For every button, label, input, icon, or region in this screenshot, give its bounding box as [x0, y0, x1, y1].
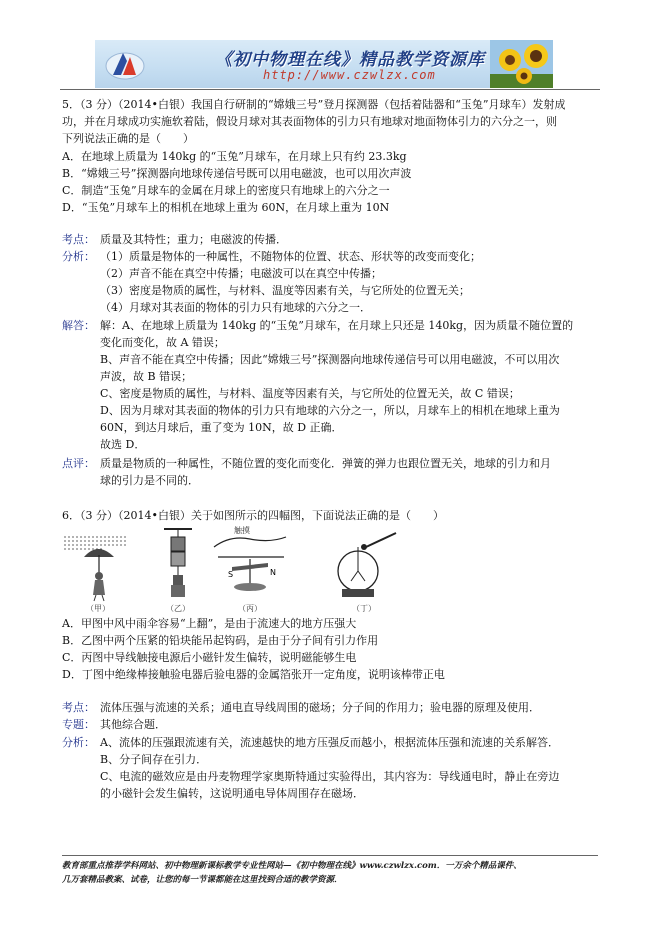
q5-jieda-2: 变化而变化，故 A 错误； [100, 336, 225, 349]
q6-stem: 6．（3 分）（2014•白银）关于如图所示的四幅图，下面说法正确的是（ ） [62, 509, 444, 522]
electroscope-figure [330, 527, 400, 603]
q5-stem-line-2: 功，并在月球成功实施软着陆，假设月球对其表面物体的引力只有地球对地面物体引力的六分之一，则 [62, 115, 557, 128]
q5-fenxi-label: 分析： [62, 250, 95, 263]
footer-line-1: 教育部重点推荐学科网站、初中物理新课标教学专业性网站—《初中物理在线》www.czwlzx.com．一万余个精品课件、 [62, 861, 522, 871]
figure-label-jia: （甲） [86, 604, 110, 613]
q5-fenxi-2: （2）声音不能在真空中传播；电磁波可以在真空中传播； [100, 267, 382, 280]
q5-dianping-1: 质量是物质的一种属性，不随位置的变化而变化．弹簧的弹力也跟位置无关，地球的引力和月 [100, 457, 551, 470]
q5-jieda-3: B、声音不能在真空中传播；因此“嫦娥三号”探测器向地球传递信号可以用电磁波，不可以用次 [100, 353, 560, 366]
q5-dianping-2: 球的引力是不同的． [100, 474, 199, 487]
q5-jieda-1: 解：A、在地球上质量为 140kg 的“玉兔”月球车，在月球上只还是 140kg，因为质量不随位置的 [100, 319, 574, 332]
q6-fenxi-3: C、电流的磁效应是由丹麦物理学家奥斯特通过实验得出，其内容为：导线通电时，静止在旁边 [100, 770, 560, 783]
q6-fenxi-2: B、分子间存在引力． [100, 753, 208, 766]
q5-jieda-4: 声波，故 B 错误； [100, 370, 193, 383]
figure-label-yi: （乙） [166, 604, 190, 613]
q5-kaodian: 质量及其特性；重力；电磁波的传播． [100, 233, 287, 246]
figure-top-label: 触摸 [234, 526, 250, 535]
q6-fenxi-4: 的小磁针会发生偏转，这说明通电导体周围存在磁场． [100, 787, 364, 800]
q5-fenxi-1: （1）质量是物体的一种属性，不随物体的位置、状态、形状等的改变而变化； [100, 250, 481, 263]
q5-stem-line-1: 5．（3 分）（2014•白银）我国自行研制的“嫦娥三号”登月探测器（包括着陆器和“玉兔”月球车）发射成 [62, 98, 566, 111]
compass-s-label: S [228, 570, 234, 579]
figure-label-bing: （丙） [238, 604, 262, 613]
q5-fenxi-4: （4）月球对其表面的物体的引力只有地球的六分之一． [100, 301, 371, 314]
q6-kaodian-label: 考点： [62, 701, 95, 714]
q5-jieda-8: 故选 D． [100, 438, 146, 451]
sunflower-icon [490, 40, 553, 88]
q5-jieda-5: C、密度是物质的属性，与材料、温度等因素有关，与它所处的位置无关，故 C 错误； [100, 387, 520, 400]
q5-jieda-label: 解答： [62, 319, 95, 332]
figure-label-ding: （丁） [352, 604, 376, 613]
q5-option-c: C．制造“玉兔”月球车的金属在月球上的密度只有地球上的六分之一 [62, 184, 390, 197]
q5-dianping-label: 点评： [62, 457, 95, 470]
banner-title: 《初中物理在线》精品教学资源库 [215, 50, 485, 70]
header-divider [60, 89, 600, 90]
site-logo-icon [103, 45, 147, 83]
q5-jieda-6: D、因为月球对其表面的物体的引力只有地球的六分之一，所以，月球车上的相机在地球上重为 [100, 404, 560, 417]
q6-zhuanti-label: 专题： [62, 718, 95, 731]
q5-option-a: A．在地球上质量为 140kg 的“玉兔”月球车，在月球上只有约 23.3kg [62, 150, 407, 163]
q6-zhuanti: 其他综合题． [100, 718, 166, 731]
header-banner [95, 40, 553, 88]
footer-line-2: 几万套精品教案、试卷，让您的每一节课都能在这里找到合适的教学资源． [62, 875, 343, 885]
q6-option-b: B．乙图中两个压紧的铅块能吊起钩码，是由于分子间有引力作用 [62, 634, 379, 647]
q6-option-d: D．丁图中绝缘棒接触验电器后验电器的金属箔张开一定角度，说明该棒带正电 [62, 668, 445, 681]
q5-kaodian-label: 考点： [62, 233, 95, 246]
q6-fenxi-1: A、流体的压强跟流速有关，流速越快的地方压强反而越小，根据流体压强和流速的关系解答． [100, 736, 559, 749]
wire-compass-figure [210, 527, 290, 603]
q5-jieda-7: 60N，到达月球后，重了变为 10N，故 D 正确． [100, 421, 343, 434]
banner-url: http://www.czwlzx.com [263, 68, 436, 82]
q6-fenxi-label: 分析： [62, 736, 95, 749]
footer-divider [62, 855, 598, 856]
q5-option-b: B．“嫦娥三号”探测器向地球传递信号既可以用电磁波，也可以用次声波 [62, 167, 412, 180]
q5-stem-line-3: 下列说法正确的是（ ） [62, 132, 194, 145]
umbrella-wind-figure [62, 529, 132, 603]
q6-option-c: C．丙图中导线触接电源后小磁针发生偏转，说明磁能够生电 [62, 651, 357, 664]
q5-fenxi-3: （3）密度是物质的属性，与材料、温度等因素有关，与它所处的位置无关； [100, 284, 470, 297]
lead-blocks-figure [158, 527, 198, 603]
q5-option-d: D．“玉兔”月球车上的相机在地球上重为 60N，在月球上重为 10N [62, 201, 390, 214]
q6-figures [62, 527, 402, 613]
q6-kaodian: 流体压强与流速的关系；通电直导线周围的磁场；分子间的作用力；验电器的原理及使用． [100, 701, 540, 714]
q6-option-a: A．甲图中风中雨伞容易“上翻”，是由于流速大的地方压强大 [62, 617, 357, 630]
compass-n-label: N [270, 568, 276, 577]
